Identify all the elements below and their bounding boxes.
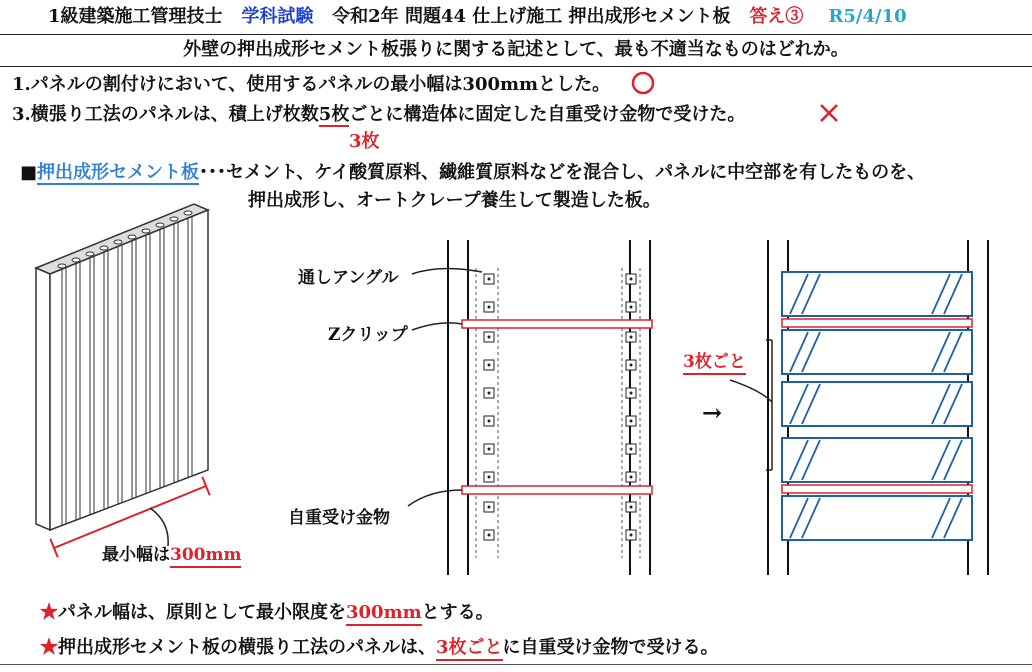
every-3-text: 3枚ごと: [683, 352, 746, 375]
option-3-text-post: ごとに構造体に固定した自重受け金物で受けた。: [349, 104, 746, 125]
header-problem: 令和2年 問題44 仕上げ施工 押出成形セメント板: [332, 6, 731, 27]
note-2-pre: 押出成形セメント板の横張り工法のパネルは、: [58, 637, 436, 658]
header-bar: [0, 0, 1032, 35]
wrong-cross-icon: [818, 102, 840, 124]
horizontal-panel-diagram: [720, 240, 1010, 580]
bottom-divider: [0, 664, 1032, 665]
option-1-text: 1.パネルの割付けにおいて、使用するパネルの最小幅は300mmとした。: [12, 74, 611, 95]
option-3: [12, 100, 745, 126]
option-1: [12, 70, 610, 96]
header-date: R5/4/10: [828, 6, 907, 27]
note-2: [40, 633, 719, 659]
correct-circle-icon: [630, 70, 656, 96]
note-1-highlight: 300mm: [346, 602, 422, 626]
star-icon: ★: [40, 637, 58, 658]
min-width-value: 300mm: [170, 545, 241, 568]
bracket-label: 自重受け金物: [288, 508, 390, 528]
option-3-highlight: 5枚: [318, 104, 350, 125]
note-2-post: に自重受け金物で受ける。: [502, 637, 719, 658]
panel-illustration: [10, 200, 240, 560]
definition-line-1: [20, 158, 925, 184]
option-3-text-pre: 3.横張り工法のパネルは、積上げ枚数: [12, 104, 319, 125]
correction-3-sheets: 3枚: [349, 131, 380, 152]
header-title: 1級建築施工管理技士: [48, 6, 223, 27]
zclip-label: Zクリップ: [328, 325, 408, 345]
min-width-text: 最小幅は: [102, 545, 170, 565]
definition-text-1: ･･･セメント、ケイ酸質原料、繊維質原料などを混合し、パネルに中空部を有したものを、: [199, 162, 926, 183]
note-1: [40, 598, 494, 624]
min-width-label: [102, 540, 241, 565]
bullet-icon: ■: [20, 162, 38, 183]
note-1-post: とする。: [421, 602, 494, 623]
note-2-highlight: 3枚ごと: [436, 637, 503, 661]
zclip-diagram: [400, 240, 680, 580]
note-1-pre: パネル幅は、原則として最小限度を: [58, 602, 346, 623]
arrow-icon: →: [702, 398, 723, 427]
question-text: 外壁の押出成形セメント板張りに関する記述として、最も不適当なものはどれか。: [0, 34, 1032, 67]
definition-term: 押出成形セメント板: [37, 162, 200, 183]
star-icon: ★: [40, 602, 58, 623]
definition-line-2: 押出成形し、オートクレープ養生して製造した板。: [248, 190, 661, 211]
angle-label: 通しアングル: [298, 268, 399, 288]
header-answer: 答え③: [749, 6, 804, 27]
header-text: [48, 0, 907, 34]
header-exam: 学科試験: [241, 6, 314, 27]
